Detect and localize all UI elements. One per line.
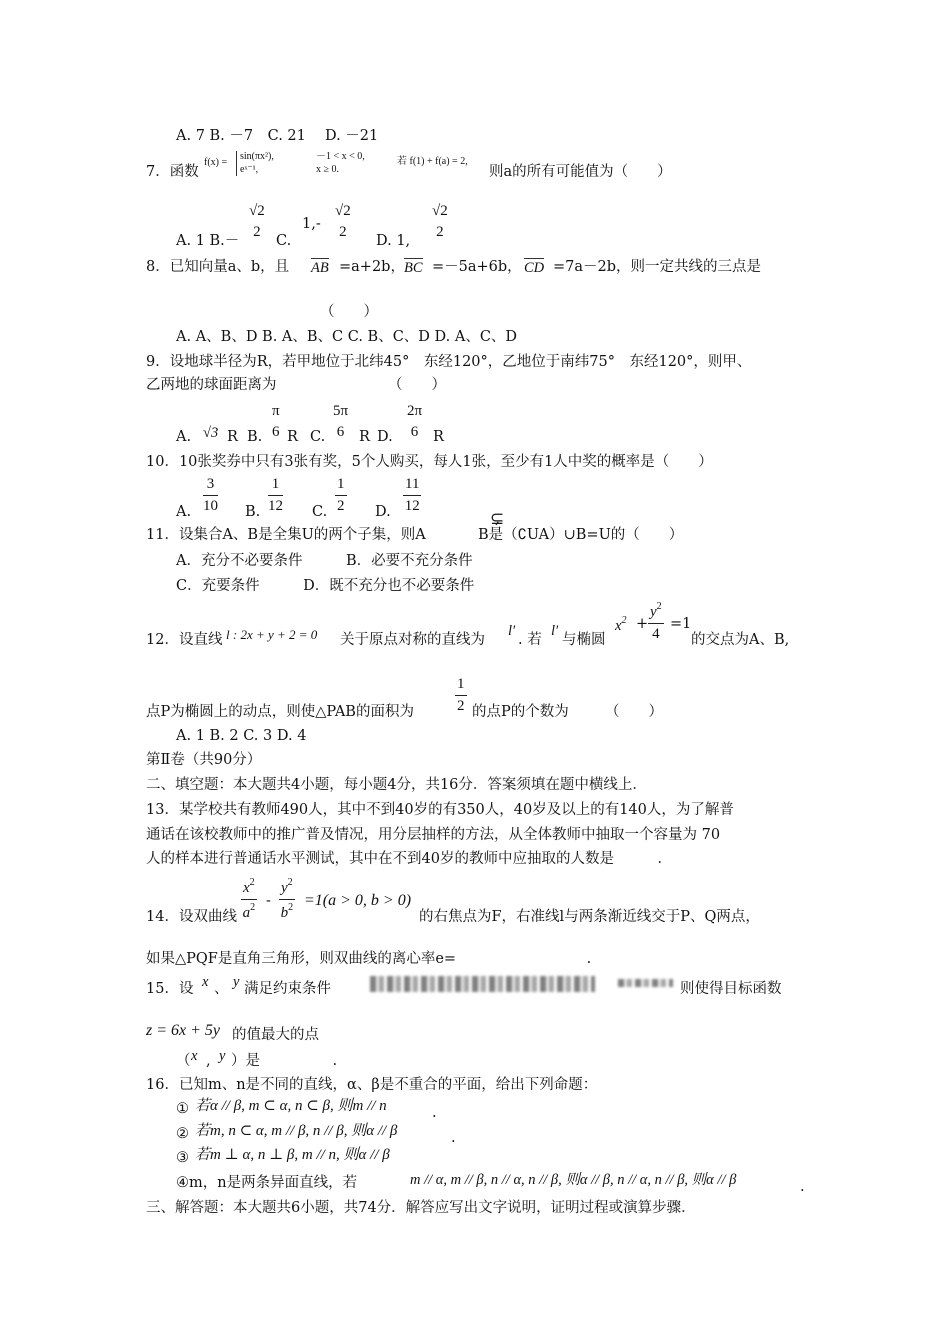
q7-piecewise-cases: sin(πx²), eˣ⁻¹, xyxy=(236,151,274,176)
q9-option-b: B. xyxy=(247,429,263,445)
q15-line-3-y: y xyxy=(219,1048,226,1064)
q7-stem-start: 7．函数 xyxy=(146,164,199,180)
q7-option-d: D. 1, xyxy=(376,233,411,249)
q10-fraction-b: $\frac{1}{12}$ xyxy=(268,476,283,514)
q10-option-a: A. xyxy=(176,504,192,520)
q10-fraction-a: $\frac{3}{10}$ xyxy=(203,476,218,514)
q14-rhs: =1(a > 0, b > 0) xyxy=(304,892,412,909)
q14-fraction-y: $\frac{y^2}{b^2}$ xyxy=(280,877,294,921)
q14-line-2: 如果△PQF是直角三角形，则双曲线的离心率e= . xyxy=(146,951,592,967)
q9-r-a: R xyxy=(227,429,238,445)
part3-section: 三、解答题：本大题共6小题，共74分．解答应写出文字说明，证明过程或演算步骤． xyxy=(146,1200,696,1216)
q16-p1: 若α // β, m ⊂ α, n ⊂ β, 则m // n xyxy=(195,1098,387,1114)
q11-stem-start: 11．设集合A、B是全集U的两个子集，则A xyxy=(146,527,426,543)
q16-stem: 16．已知m、n是不同的直线，α、β是不重合的平面，给出下列命题： xyxy=(146,1077,598,1093)
q10-option-d: D. xyxy=(375,504,391,520)
q12-options: A. 1 B. 2 C. 3 D. 4 xyxy=(176,728,307,744)
part2-section: 二、填空题：本大题共4小题，每小题4分，共16分．答案须填在题中横线上． xyxy=(146,777,647,793)
q14-fraction-x: $\frac{x^2}{a^2}$ xyxy=(242,877,256,921)
q15-end1: 则使得目标函数 xyxy=(680,981,782,997)
q15-line-3-close: ）是 . xyxy=(231,1053,338,1069)
q12-l-prime-2: l′ xyxy=(551,623,559,639)
q15-line-3-comma: , xyxy=(206,1053,211,1069)
q8-vector-cd: CD xyxy=(524,260,545,276)
q12-mid: 关于原点对称的直线为 xyxy=(340,632,485,648)
q16-p3: 若m ⊥ α, n ⊥ β, m // n, 则α // β xyxy=(195,1147,390,1163)
q7-piecewise-conditions: －1 < x < 0, x ≥ 0. xyxy=(316,151,365,175)
q16-p4-dot: . xyxy=(800,1179,805,1195)
q9-r-c: R xyxy=(359,429,370,445)
q7-fraction-c: √2 2 xyxy=(335,203,351,240)
q9-option-d: D. xyxy=(377,429,393,445)
q15-blurred-constraints-tail xyxy=(618,979,673,987)
q9-option-a: A. xyxy=(176,429,192,445)
q14-end1: 的右焦点为F，右准线l与两条渐近线交于P、Q两点， xyxy=(419,909,760,925)
q13-line-3: 人的样本进行普通话水平测试，其中在不到40岁的教师中应抽取的人数是 ． xyxy=(146,851,672,867)
q10-stem: 10．10张奖券中只有3张有奖，5个人购买，每人1张，至少有1人中奖的概率是（ ） xyxy=(146,454,713,470)
q9-fraction-b: π 6 xyxy=(272,403,280,440)
q12-ellipse-rhs: =1 xyxy=(670,616,692,632)
q10-option-c: C. xyxy=(312,504,328,520)
q7-option-c-prefix: 1,- xyxy=(302,216,321,232)
q16-p2: 若m, n ⊂ α, m // β, n // β, 则α // β xyxy=(195,1123,398,1139)
q7-option-ab: A. 1 B.－ xyxy=(176,233,240,249)
q9-r-d: R xyxy=(433,429,444,445)
q12-ellipse-fraction: $\frac{y^2}{4}$ xyxy=(650,601,662,642)
q12-fraction-half: $\frac{1}{2}$ xyxy=(457,676,465,714)
q12-line-equation: l : 2x + y + 2 = 0 xyxy=(226,627,318,642)
q16-p1-dot: . xyxy=(432,1105,437,1121)
q10-fraction-c: $\frac{1}{2}$ xyxy=(337,476,345,514)
q11-options-ab: A．充分不必要条件 B．必要不充分条件 xyxy=(176,553,473,569)
q16-p4: m // α, m // β, n // α, n // β, 则α // β, n // α, n // β, 则α // β xyxy=(410,1172,737,1188)
q9-option-c: C. xyxy=(310,429,326,445)
q8-part-bc: =－5a+6b， xyxy=(432,259,522,275)
q15-line-3-open: （ xyxy=(176,1053,191,1069)
q7-given-condition: 若 f(1) + f(a) = 2, xyxy=(397,156,468,167)
q9-fraction-d: 2π 6 xyxy=(407,403,423,440)
q8-part-ab: =a+2b， xyxy=(339,259,405,275)
q12-ellipse-x2: $x^2$ xyxy=(615,615,627,634)
q8-vector-ab: AB xyxy=(311,260,329,276)
part2-title: 第Ⅱ卷（共90分） xyxy=(146,752,262,768)
q7-piecewise-function: f(x) = xyxy=(204,157,228,168)
q7-option-c: C. xyxy=(276,233,292,249)
q7-stem-end: 则a的所有可能值为（ ） xyxy=(489,164,672,180)
q12-ellipse-plus: + xyxy=(636,616,649,632)
q15-objective: z = 6x + 5y xyxy=(146,1022,221,1039)
q9-fraction-c: 5π 6 xyxy=(333,403,349,440)
q15-blurred-constraints xyxy=(370,976,595,992)
q8-stem-start: 8．已知向量a、b，且 xyxy=(146,259,290,275)
q8-part-cd: =7a－2b，则一定共线的三点是 xyxy=(553,259,762,275)
q12-stem-start: 12．设直线 xyxy=(146,632,223,648)
q13-line-2: 通话在该校教师中的推广普及情况，用分层抽样的方法，从全体教师中抽取一个容量为 70 xyxy=(146,827,721,843)
q10-option-b: B. xyxy=(245,504,261,520)
q9-answer-paren: （ ） xyxy=(388,377,446,393)
q9-line-2: 乙两地的球面距离为 xyxy=(146,377,277,393)
q9-line-1: 9．设地球半径为R，若甲地位于北纬45° 东经120°，乙地位于南纬75° 东经120°，则甲、 xyxy=(146,354,752,370)
q14-minus: - xyxy=(266,893,271,909)
q15-mid: 满足约束条件 xyxy=(244,981,331,997)
q15-stem-start: 15．设 xyxy=(146,981,194,997)
q15-line-2: 的值最大的点 xyxy=(232,1027,319,1043)
q16-p3-marker: ③ xyxy=(176,1150,189,1166)
q11-options-cd: C．充要条件 D．既不充分也不必要条件 xyxy=(176,578,475,594)
q14-stem-start: 14．设双曲线 xyxy=(146,909,237,925)
q12-line-2-start: 点P为椭圆上的动点，则使△PAB的面积为 xyxy=(146,704,414,720)
q8-answer-paren: （ ） xyxy=(320,304,378,320)
q12-line-2-end: 的点P的个数为 （ ） xyxy=(472,704,664,720)
q13-line-1: 13．某学校共有教师490人，其中不到40岁的有350人，40岁及以上的有140人，为了解普 xyxy=(146,802,734,818)
q15-x: x xyxy=(202,974,209,990)
q8-vector-bc: BC xyxy=(404,260,423,276)
q16-p4-start: ④m，n是两条异面直线，若 xyxy=(176,1175,358,1191)
q16-p1-marker: ① xyxy=(176,1101,189,1117)
q9-r-b: R xyxy=(287,429,298,445)
q15-sep: 、 xyxy=(214,981,229,997)
q10-fraction-d: $\frac{11}{12}$ xyxy=(404,476,420,514)
q16-p2-dot: . xyxy=(451,1130,456,1146)
q12-l-prime: l′ xyxy=(508,623,516,639)
q7-fraction-b: √2 2 xyxy=(249,203,265,240)
q15-y: y xyxy=(233,974,240,990)
q7-fraction-d: √2 2 xyxy=(432,203,448,240)
q8-options: A. A、B、D B. A、B、C C. B、C、D D. A、C、D xyxy=(176,329,518,345)
q12-mid3: 与椭圆 xyxy=(562,632,606,648)
q9-sqrt3: √3 xyxy=(203,425,219,441)
q16-p2-marker: ② xyxy=(176,1126,189,1142)
q11-subsetneq: ⊊ xyxy=(490,509,505,529)
q12-end1: 的交点为A、B, xyxy=(691,632,790,648)
q11-stem-end: B是（∁UA）∪B=U的（ ） xyxy=(478,527,684,543)
q6-options: A. 7 B. －7 C. 21 D. －21 xyxy=(176,128,379,144)
q12-mid2: . 若 xyxy=(518,632,542,648)
q15-line-3-x: x xyxy=(191,1048,198,1064)
